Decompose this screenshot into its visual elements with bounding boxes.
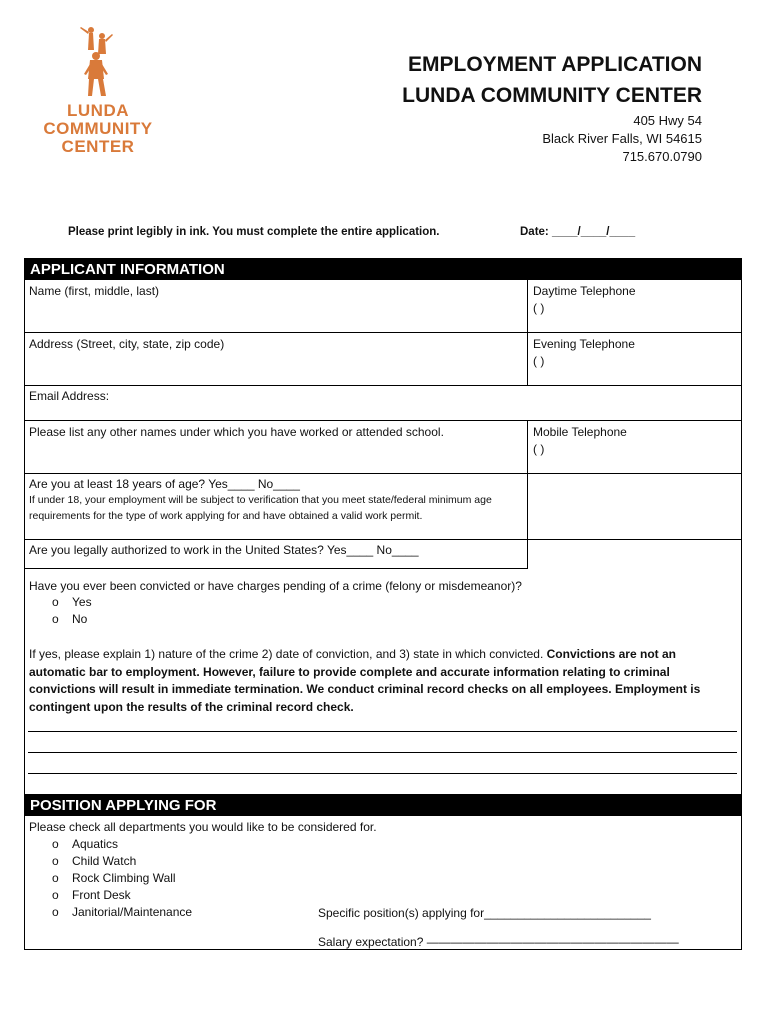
department-label: Child Watch — [72, 854, 137, 868]
checkbox-circle-icon: o — [52, 905, 59, 919]
department-child-watch[interactable] — [52, 853, 136, 870]
daytime-telephone-label: Daytime Telephone — [533, 284, 636, 298]
document-title: EMPLOYMENT APPLICATION — [408, 53, 702, 76]
address-line-1: 405 Hwy 54 — [633, 113, 702, 128]
crime-option-yes-label: Yes — [72, 595, 92, 609]
explanation-line-2[interactable] — [28, 752, 737, 753]
email-field[interactable] — [24, 385, 742, 421]
applicant-information-header: APPLICANT INFORMATION — [24, 258, 742, 280]
checkbox-circle-icon: o — [52, 837, 59, 851]
department-instruction: Please check all departments you would like to be considered for. — [29, 820, 377, 834]
department-aquatics[interactable] — [52, 836, 118, 853]
work-authorization-question[interactable]: Are you legally authorized to work in the United States? Yes____ No____ — [29, 543, 419, 557]
specific-position-field[interactable]: Specific position(s) applying for_________________________ — [318, 906, 651, 920]
date-field[interactable]: Date: ____/____/____ — [520, 226, 636, 238]
crime-option-yes[interactable] — [52, 594, 92, 611]
age-note: If under 18, your employment will be subject to verification that you meet state/federal minimum age requirements for the type of work applying for and have obtained a valid work permit. — [29, 494, 492, 522]
crime-question: Have you ever been convicted or have charges pending of a crime (felony or misdemeanor)? — [29, 579, 522, 593]
name-label: Name (first, middle, last) — [29, 284, 160, 298]
lunda-logo — [40, 24, 160, 159]
checkbox-circle-icon: o — [52, 854, 59, 868]
crime-option-no[interactable] — [52, 611, 87, 628]
mobile-telephone-label: Mobile Telephone — [533, 425, 627, 439]
blank-cell — [527, 473, 742, 540]
department-label: Aquatics — [72, 837, 119, 851]
crime-option-no-label: No — [72, 612, 88, 626]
crime-explain-text: If yes, please explain 1) nature of the crime 2) date of conviction, and 3) state in which convicted. — [29, 647, 544, 661]
logo-text-community: COMMUNITY — [43, 119, 153, 138]
evening-telephone-area-code: ( ) — [533, 354, 545, 368]
evening-telephone-label: Evening Telephone — [533, 337, 635, 351]
position-applying-for-header: POSITION APPLYING FOR — [24, 794, 742, 816]
explanation-line-1[interactable] — [28, 731, 737, 732]
mobile-telephone-area-code: ( ) — [533, 442, 545, 456]
age-question[interactable]: Are you at least 18 years of age? Yes____ No____ — [29, 477, 300, 491]
salary-expectation-field[interactable]: Salary expectation? ————————————————————— — [318, 935, 679, 949]
department-label: Janitorial/Maintenance — [72, 905, 193, 919]
address-label: Address (Street, city, state, zip code) — [29, 337, 225, 351]
department-rock-climbing-wall[interactable] — [52, 870, 176, 887]
email-label: Email Address: — [29, 389, 110, 403]
logo-text-center: CENTER — [61, 137, 135, 156]
daytime-telephone-area-code: ( ) — [533, 301, 545, 315]
crime-explanation — [29, 646, 729, 716]
radio-circle-icon: o — [52, 612, 59, 626]
department-label: Rock Climbing Wall — [72, 871, 176, 885]
radio-circle-icon: o — [52, 595, 59, 609]
checkbox-circle-icon: o — [52, 888, 59, 902]
crime-policy-text: Convictions are not an automatic bar to employment. However, failure to provide complete and accurate information relating to criminal convictions will result in immediate termination. We conduct criminal record checks on all employees. Employment is contingent upon the results of the criminal record check. — [29, 647, 701, 714]
phone-number: 715.670.0790 — [622, 149, 702, 164]
explanation-line-3[interactable] — [28, 773, 737, 774]
department-janitorial-maintenance[interactable] — [52, 904, 192, 921]
instructions: Please print legibly in ink. You must complete the entire application. — [68, 226, 440, 238]
address-line-2: Black River Falls, WI 54615 — [542, 131, 702, 146]
organization-title: LUNDA COMMUNITY CENTER — [402, 84, 702, 107]
other-names-label: Please list any other names under which you have worked or attended school. — [29, 425, 444, 439]
logo-text-lunda: LUNDA — [67, 101, 129, 120]
department-label: Front Desk — [72, 888, 131, 902]
department-front-desk[interactable] — [52, 887, 131, 904]
figures-logo-icon — [44, 24, 164, 99]
checkbox-circle-icon: o — [52, 871, 59, 885]
